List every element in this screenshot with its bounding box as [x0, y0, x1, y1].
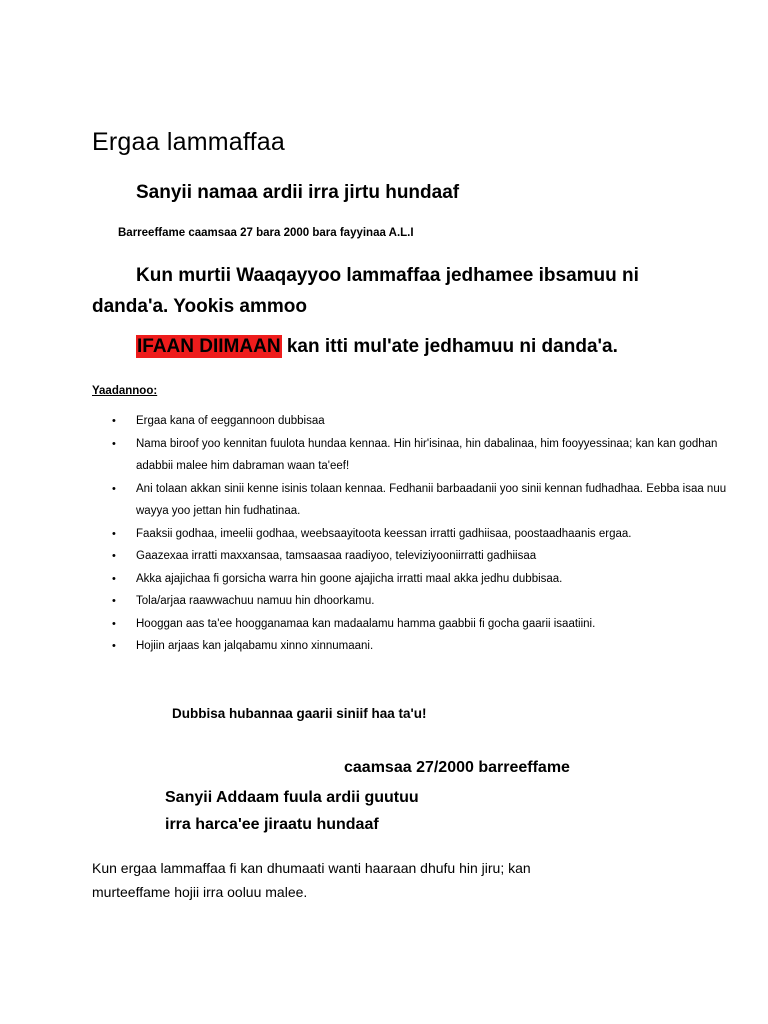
list-item-text: Hojiin arjaas kan jalqabamu xinno xinnumaani.	[136, 640, 374, 652]
list-item-text: Tola/arjaa raawwachuu namuu hin dhoorkamu.	[136, 595, 375, 607]
closing-line: Dubbisa hubannaa gaarii siniif haa ta'u!	[172, 706, 427, 721]
final-paragraph: Kun ergaa lammaffaa fi kan dhumaati wanti haaraan dhufu hin jiru; kan murteeffame hojii irra ooluu malee.	[92, 860, 531, 900]
bullet-icon: •	[112, 527, 116, 540]
bullet-icon: •	[112, 572, 116, 585]
list-item	[112, 635, 736, 658]
highlight-line	[136, 336, 618, 358]
list-item-text: Akka ajajichaa fi gorsicha warra hin goone ajajicha irratti maal akka jedhu dubbisaa.	[136, 572, 563, 585]
address-line-2: irra harca'ee jiraatu hundaaf	[165, 816, 379, 833]
list-item-text: Hooggan aas ta'ee hoogganamaa kan madaalamu hamma gaabbii fi gocha gaarii isaatiini.	[136, 617, 596, 630]
list-item	[112, 523, 736, 546]
bullet-icon: •	[112, 437, 116, 450]
notes-heading: Yaadannoo:	[92, 385, 158, 397]
second-dateline: caamsaa 27/2000 barreeffame	[344, 759, 570, 776]
bullet-icon: •	[112, 595, 116, 607]
highlighted-phrase: IFAAN DIIMAAN	[137, 336, 281, 357]
intro-paragraph	[92, 260, 692, 322]
highlight-line-rest: kan itti mul'ate jedhamuu ni danda'a.	[281, 336, 618, 357]
list-item	[112, 545, 736, 568]
list-item-text: Ani tolaan akkan sinii kenne isinis tolaan kennaa. Fedhanii barbaadanii yoo sinii kennan fudhadhaa. Eebba isaa nuu wayya yoo jettan hin fudhatinaa.	[136, 482, 727, 517]
bullet-icon: •	[112, 550, 116, 562]
list-item-text: Faaksii godhaa, imeelii godhaa, weebsaayitoota keessan irratti gadhiisaa, poostaadhaanis ergaa.	[136, 527, 632, 540]
dateline: Barreeffame caamsaa 27 bara 2000 bara fayyinaa A.L.I	[118, 227, 414, 239]
list-item	[112, 433, 736, 478]
document-subtitle: Sanyii namaa ardii irra jirtu hundaaf	[136, 182, 460, 203]
list-item-text: Nama biroof yoo kennitan fuulota hundaa kennaa. Hin hir'isinaa, hin dabalinaa, him fooyyessinaa; kan kan godhan adabbii malee him dabraman waan ta'eef!	[136, 437, 718, 472]
bullet-icon: •	[112, 415, 116, 427]
intro-text: Kun murtii Waaqayyoo lammaffaa jedhamee ibsamuu ni danda'a. Yookis ammoo	[92, 265, 639, 317]
bullet-icon: •	[112, 617, 116, 630]
list-item	[112, 568, 736, 591]
list-item-text: Gaazexaa irratti maxxansaa, tamsaasaa raadiyoo, televiziyooniirratti gadhiisaa	[136, 550, 537, 562]
bullet-icon: •	[112, 640, 116, 652]
address-line-1: Sanyii Addaam fuula ardii guutuu	[165, 789, 419, 806]
list-item	[112, 478, 736, 523]
list-item-text: Ergaa kana of eeggannoon dubbisaa	[136, 415, 325, 427]
notes-list	[92, 410, 736, 658]
bullet-icon: •	[112, 482, 116, 495]
list-item	[112, 613, 736, 636]
list-item	[112, 590, 736, 613]
list-item	[112, 410, 736, 433]
document-title: Ergaa lammaffaa	[92, 128, 285, 156]
